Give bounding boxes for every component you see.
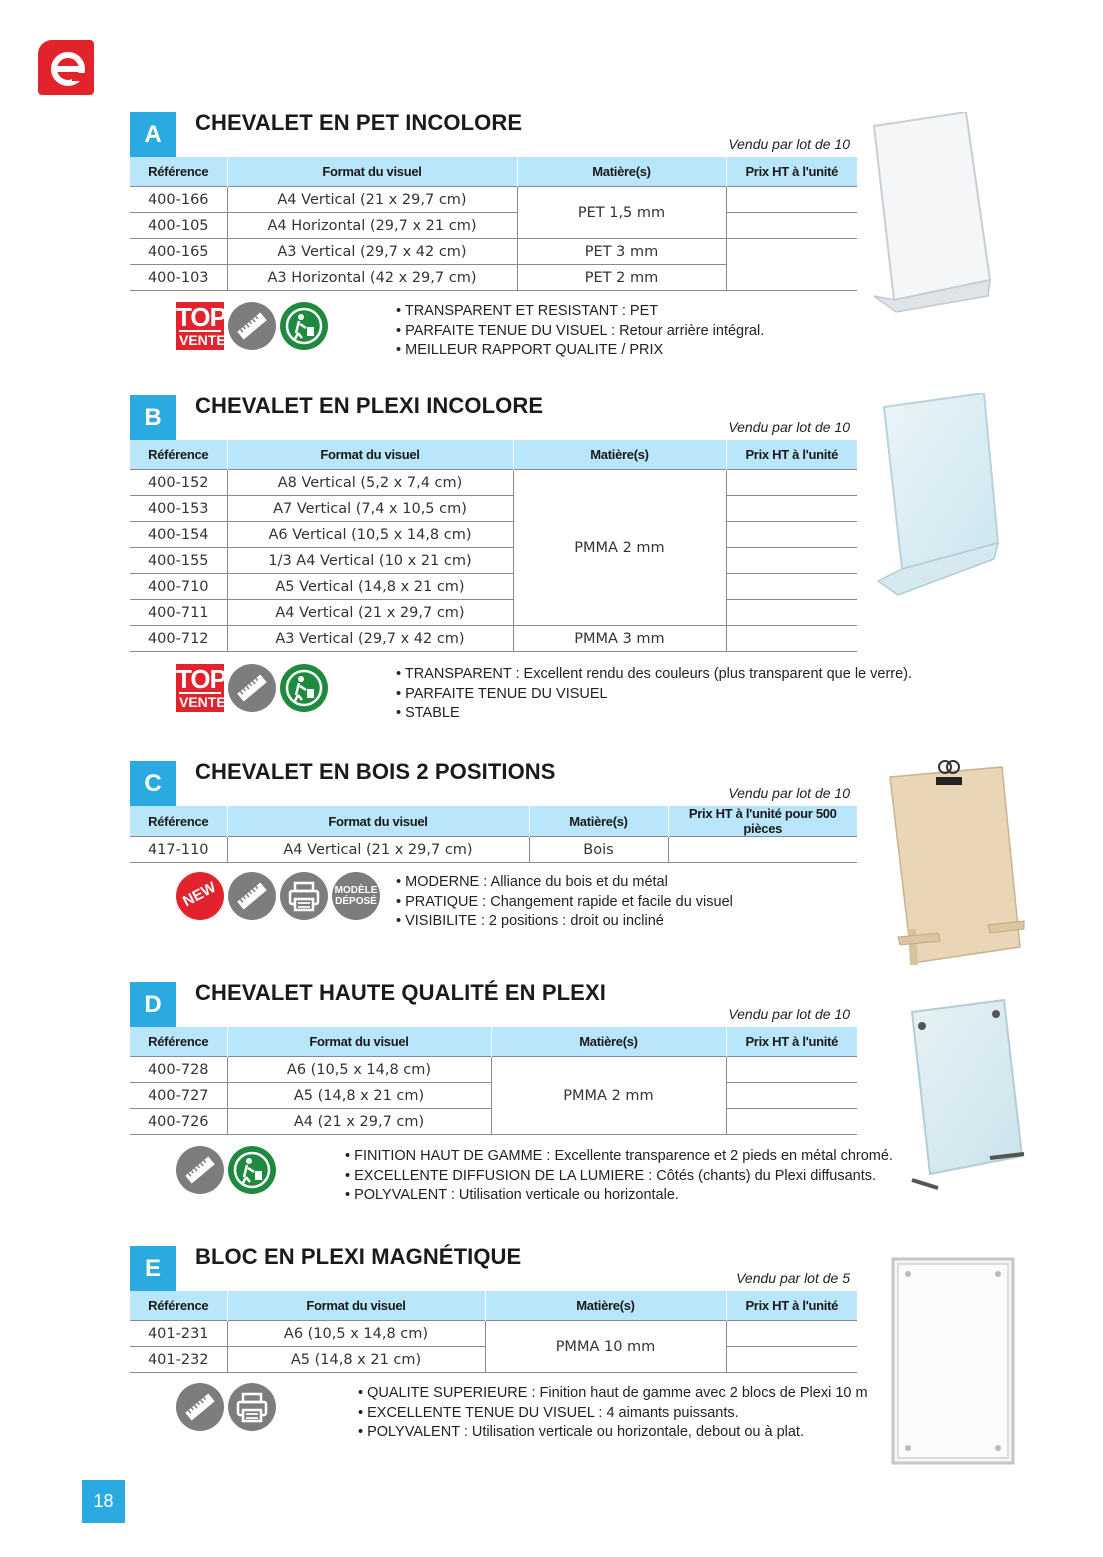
table-row xyxy=(130,548,857,574)
cell-format: A3 Horizontal (42 x 29,7 cm) xyxy=(227,265,517,291)
cell-material: PET 2 mm xyxy=(517,265,726,291)
header-reference: Référence xyxy=(130,440,227,470)
table-row xyxy=(130,600,857,626)
feature-item: • QUALITE SUPERIEURE : Finition haut de gamme avec 2 blocs de Plexi 10 m xyxy=(358,1384,868,1404)
cell-format: A5 (14,8 x 21 cm) xyxy=(227,1083,491,1109)
section-letter: B xyxy=(130,395,176,441)
cell-ref: 400-711 xyxy=(130,600,227,626)
header-material: Matière(s) xyxy=(491,1027,726,1057)
cell-ref: 400-103 xyxy=(130,265,227,291)
cell-ref: 400-152 xyxy=(130,470,227,496)
feature-list xyxy=(396,302,764,361)
cell-ref: 417-110 xyxy=(130,837,227,863)
header-price: Prix HT à l'unité xyxy=(726,440,857,470)
cell-ref: 400-154 xyxy=(130,522,227,548)
header-reference: Référence xyxy=(130,157,227,187)
cell-material: Bois xyxy=(529,837,668,863)
top-vente-badge: TOP VENTE xyxy=(176,302,226,348)
feature-list xyxy=(345,1147,893,1206)
product-table xyxy=(130,157,857,291)
table-row xyxy=(130,522,857,548)
table-row xyxy=(130,1321,857,1347)
header-reference: Référence xyxy=(130,1027,227,1057)
feature-item: • TRANSPARENT : Excellent rendu des couleurs (plus transparent que le verre). xyxy=(396,665,912,685)
section-title: CHEVALET EN BOIS 2 POSITIONS xyxy=(195,759,556,784)
cell-format: A3 Vertical (29,7 x 42 cm) xyxy=(227,239,517,265)
icon-row xyxy=(176,302,328,350)
cell-format: A4 (21 x 29,7 cm) xyxy=(227,1109,491,1135)
header-format: Format du visuel xyxy=(227,806,529,837)
header-price: Prix HT à l'unité xyxy=(726,1027,857,1057)
header-reference: Référence xyxy=(130,806,227,837)
section-letter: C xyxy=(130,761,176,807)
top-vente-badge: TOP VENTE xyxy=(176,664,226,710)
lot-label: Vendu par lot de 10 xyxy=(728,785,850,801)
feature-item: • PARFAITE TENUE DU VISUEL : Retour arrière intégral. xyxy=(396,322,764,342)
cell-price xyxy=(726,1321,857,1347)
header-price: Prix HT à l'unité xyxy=(726,157,857,187)
table-row xyxy=(130,187,857,213)
cell-ref: 401-231 xyxy=(130,1321,227,1347)
header-price: Prix HT à l'unité xyxy=(726,1291,857,1321)
header-reference: Référence xyxy=(130,1291,227,1321)
icon-row xyxy=(176,872,380,920)
cell-ref: 400-710 xyxy=(130,574,227,600)
cell-price xyxy=(726,1347,857,1373)
cell-format: A4 Vertical (21 x 29,7 cm) xyxy=(227,837,529,863)
header-material: Matière(s) xyxy=(529,806,668,837)
cell-ref: 400-153 xyxy=(130,496,227,522)
cell-price xyxy=(726,600,857,626)
ruler-icon xyxy=(176,1383,224,1431)
cell-price xyxy=(726,1083,857,1109)
feature-item: • FINITION HAUT DE GAMME : Excellente transparence et 2 pieds en métal chromé. xyxy=(345,1147,893,1167)
product-photo xyxy=(888,757,1028,971)
ruler-icon xyxy=(228,664,276,712)
icon-row xyxy=(176,1383,276,1431)
section-title: CHEVALET EN PLEXI INCOLORE xyxy=(195,393,544,418)
header-material: Matière(s) xyxy=(485,1291,726,1321)
cell-format: A4 Vertical (21 x 29,7 cm) xyxy=(227,187,517,213)
cell-format: A5 (14,8 x 21 cm) xyxy=(227,1347,485,1373)
recycle-icon xyxy=(280,302,328,350)
cell-format: A8 Vertical (5,2 x 7,4 cm) xyxy=(227,470,513,496)
cell-ref: 400-727 xyxy=(130,1083,227,1109)
table-row xyxy=(130,626,857,652)
table-row xyxy=(130,470,857,496)
cell-ref: 401-232 xyxy=(130,1347,227,1373)
cell-material: PMMA 10 mm xyxy=(485,1321,726,1373)
feature-list xyxy=(396,665,912,724)
section-letter: A xyxy=(130,112,176,158)
product-table xyxy=(130,1291,857,1373)
cell-material: PMMA 2 mm xyxy=(513,470,726,626)
feature-item: • MODERNE : Alliance du bois et du métal xyxy=(396,873,733,893)
cell-ref: 400-155 xyxy=(130,548,227,574)
header-format: Format du visuel xyxy=(227,440,513,470)
header-material: Matière(s) xyxy=(517,157,726,187)
cell-price xyxy=(726,1057,857,1083)
feature-item: • PARFAITE TENUE DU VISUEL xyxy=(396,685,912,705)
header-format: Format du visuel xyxy=(227,1027,491,1057)
header-format: Format du visuel xyxy=(227,1291,485,1321)
feature-item: • STABLE xyxy=(396,704,912,724)
header-format: Format du visuel xyxy=(227,157,517,187)
recycle-icon xyxy=(228,1146,276,1194)
product-table xyxy=(130,806,857,863)
lot-label: Vendu par lot de 10 xyxy=(728,1006,850,1022)
cell-format: A6 (10,5 x 14,8 cm) xyxy=(227,1321,485,1347)
section-title: CHEVALET EN PET INCOLORE xyxy=(195,110,523,135)
new-badge: NEW xyxy=(176,872,224,920)
cell-ref: 400-165 xyxy=(130,239,227,265)
ruler-icon xyxy=(176,1146,224,1194)
cell-price xyxy=(668,837,857,863)
feature-item: • VISIBILITE : 2 positions : droit ou incliné xyxy=(396,912,733,932)
cell-material: PMMA 2 mm xyxy=(491,1057,726,1135)
cell-price xyxy=(726,496,857,522)
cell-format: A6 Vertical (10,5 x 14,8 cm) xyxy=(227,522,513,548)
cell-material: PET 1,5 mm xyxy=(517,187,726,239)
product-photo xyxy=(890,1256,1020,1468)
brand-logo xyxy=(38,40,94,95)
feature-list xyxy=(358,1384,868,1443)
cell-price xyxy=(726,1109,857,1135)
feature-item: • MEILLEUR RAPPORT QUALITE / PRIX xyxy=(396,341,764,361)
table-row xyxy=(130,239,857,265)
cell-price xyxy=(726,626,857,652)
modele-depose-badge: MODÈLE DÉPOSÉ xyxy=(332,872,380,920)
table-row xyxy=(130,496,857,522)
cell-format: A4 Vertical (21 x 29,7 cm) xyxy=(227,600,513,626)
ruler-icon xyxy=(228,302,276,350)
cell-price xyxy=(726,522,857,548)
product-photo xyxy=(908,998,1028,1194)
header-price: Prix HT à l'unité pour 500 pièces xyxy=(668,806,857,837)
cell-price xyxy=(726,470,857,496)
lot-label: Vendu par lot de 5 xyxy=(736,1270,850,1286)
feature-item: • POLYVALENT : Utilisation verticale ou horizontale. xyxy=(345,1186,893,1206)
product-photo xyxy=(866,112,996,314)
cell-format: A7 Vertical (7,4 x 10,5 cm) xyxy=(227,496,513,522)
cell-ref: 400-105 xyxy=(130,213,227,239)
table-row xyxy=(130,837,857,863)
section-title: CHEVALET HAUTE QUALITÉ EN PLEXI xyxy=(195,980,606,1005)
product-table xyxy=(130,440,857,652)
table-row xyxy=(130,574,857,600)
cell-ref: 400-728 xyxy=(130,1057,227,1083)
section-letter: E xyxy=(130,1246,176,1292)
feature-list xyxy=(396,873,733,932)
cell-format: A6 (10,5 x 14,8 cm) xyxy=(227,1057,491,1083)
cell-ref: 400-712 xyxy=(130,626,227,652)
feature-item: • POLYVALENT : Utilisation verticale ou horizontale, debout ou à plat. xyxy=(358,1423,868,1443)
table-row xyxy=(130,1057,857,1083)
printer-icon xyxy=(280,872,328,920)
cell-price xyxy=(726,213,857,239)
cell-material: PET 3 mm xyxy=(517,239,726,265)
cell-material: PMMA 3 mm xyxy=(513,626,726,652)
product-table xyxy=(130,1027,857,1135)
printer-icon xyxy=(228,1383,276,1431)
lot-label: Vendu par lot de 10 xyxy=(728,419,850,435)
feature-item: • EXCELLENTE DIFFUSION DE LA LUMIERE : Côtés (chants) du Plexi diffusants. xyxy=(345,1167,893,1187)
cell-price xyxy=(726,548,857,574)
cell-price xyxy=(726,187,857,213)
recycle-icon xyxy=(280,664,328,712)
page-number: 18 xyxy=(82,1480,125,1523)
icon-row xyxy=(176,1146,276,1194)
ruler-icon xyxy=(228,872,276,920)
feature-item: • EXCELLENTE TENUE DU VISUEL : 4 aimants puissants. xyxy=(358,1404,868,1424)
cell-ref: 400-166 xyxy=(130,187,227,213)
cell-format: A4 Horizontal (29,7 x 21 cm) xyxy=(227,213,517,239)
product-photo xyxy=(872,393,1002,599)
feature-item: • TRANSPARENT ET RESISTANT : PET xyxy=(396,302,764,322)
cell-price xyxy=(726,239,857,291)
section-title: BLOC EN PLEXI MAGNÉTIQUE xyxy=(195,1244,522,1269)
header-material: Matière(s) xyxy=(513,440,726,470)
cell-price xyxy=(726,574,857,600)
cell-format: 1/3 A4 Vertical (10 x 21 cm) xyxy=(227,548,513,574)
cell-format: A5 Vertical (14,8 x 21 cm) xyxy=(227,574,513,600)
section-letter: D xyxy=(130,982,176,1028)
feature-item: • PRATIQUE : Changement rapide et facile du visuel xyxy=(396,893,733,913)
cell-format: A3 Vertical (29,7 x 42 cm) xyxy=(227,626,513,652)
lot-label: Vendu par lot de 10 xyxy=(728,136,850,152)
icon-row xyxy=(176,664,328,712)
cell-ref: 400-726 xyxy=(130,1109,227,1135)
table-row xyxy=(130,213,857,239)
